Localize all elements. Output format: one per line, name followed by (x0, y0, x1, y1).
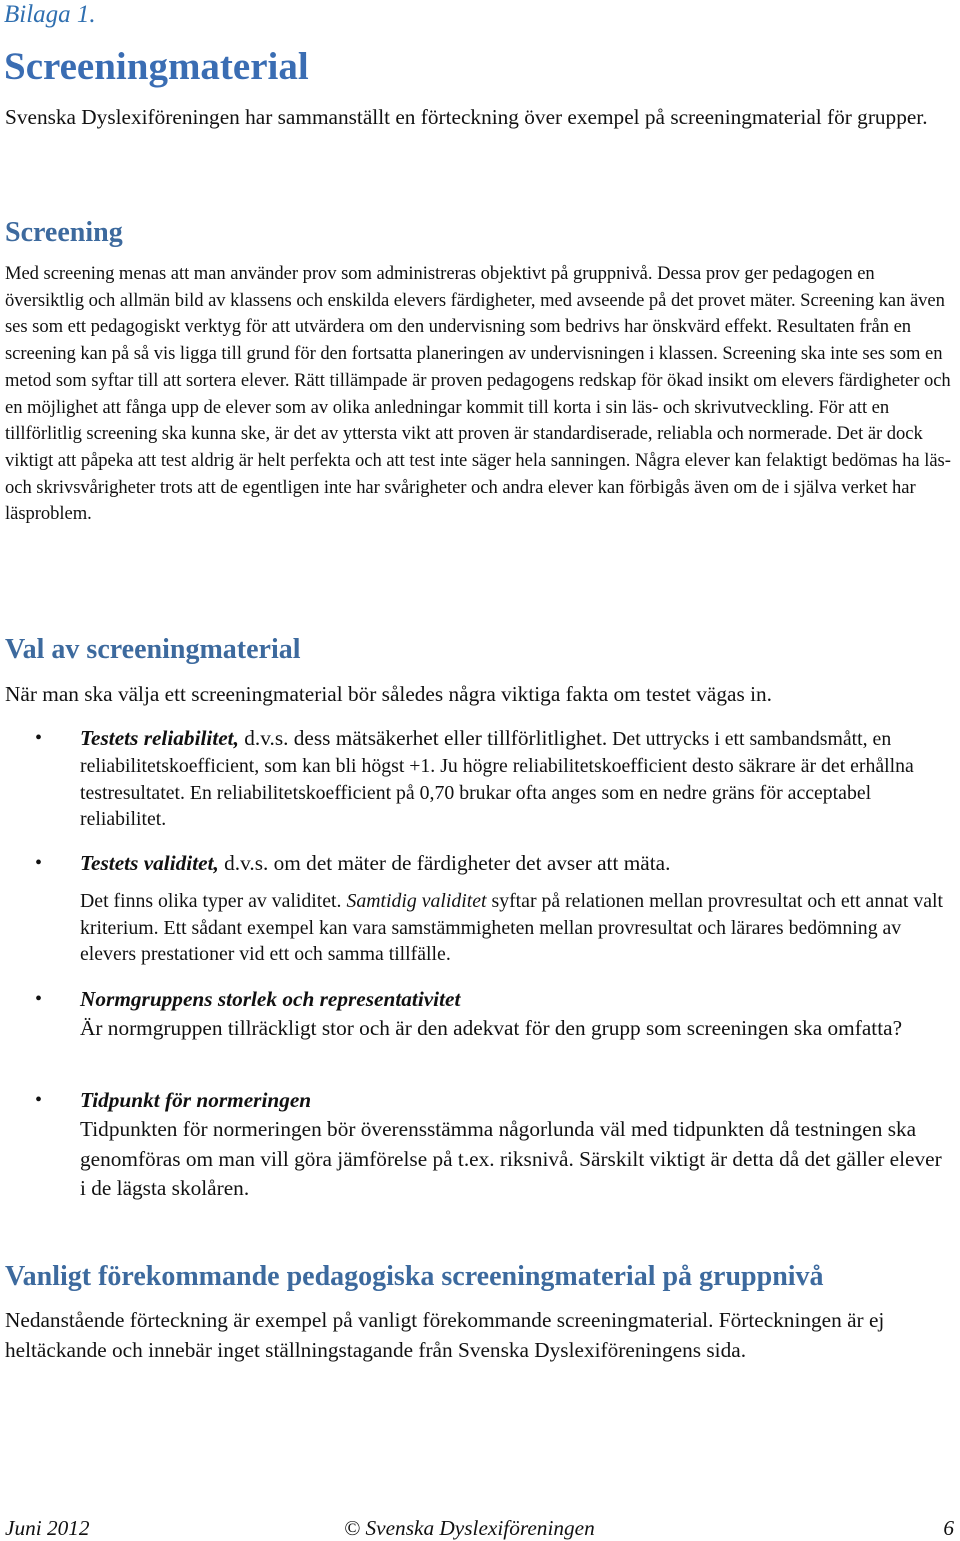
body-text: Det finns olika typer av validitet. (80, 890, 347, 912)
appendix-label: Bilaga 1. (4, 1, 96, 28)
list-item-heading: Testets reliabilitet, (80, 726, 239, 750)
list-item-body: Är normgruppen tillräckligt stor och är den adekvat för den grupp som screeningen ska omfatta? (80, 1016, 903, 1040)
footer-copyright: © Svenska Dyslexiföreningen (344, 1516, 595, 1540)
list-item-body: Tidpunkten för normeringen bör överensstämma någorlunda väl med tidpunkten då testningen ska genomföras om man vill göra jämförelse på t.ex. riksnivå. Särskilt viktigt är detta då det gäller elever i de lägsta skolåren. (80, 1117, 942, 1200)
val-intro-paragraph: När man ska välja ett screeningmaterial bör således några viktiga fakta om testet vägas in. (5, 682, 772, 706)
page-footer (0, 1515, 960, 1541)
list-item-body (80, 888, 950, 968)
list-item-body: Det uttrycks i ett sambandsmått, en reliabilitetskoefficient, som kan bli högst +1. Ju högre reliabilitetskoefficient desto säkrare är det erhållna testresultatet. En reliabilitetskoefficient på 0,70 brukar ofta anges som en nedre gräns för acceptabel reliabilitet. (80, 728, 914, 830)
footer-date: Juni 2012 (5, 1516, 90, 1540)
list-item-reliabilitet (80, 724, 950, 833)
list-item-tidpunkt (80, 1086, 950, 1204)
section-heading-screening: Screening (5, 217, 123, 248)
screening-paragraph: Med screening menas att man använder prov som administreras objektivt på gruppnivå. Dessa prov ger pedagogen en översiktlig och allmän bild av klassens och enskilda elevers färdigheter, med avseende på det provet mäter. Screening kan även ses som ett pedagogiskt verktyg för att utvärdera om den undervisning som bedrivs har önskvärd effekt. Resultaten från en screening kan på så vis ligga till grund för den fortsatta planeringen av undervisningen i klassen. Screening ska inte ses som en metod som syftar till att sortera elever. Rätt tillämpade är proven pedagogens redskap för ökad insikt om elevers färdigheter och en möjlighet att fånga upp de elever som av olika anledningar kommit till korta i sin läs- och skrivutveckling. För att en tillförlitlig screening ska kunna ske, är det av yttersta vikt att proven är standardiserade, reliabla och normerade. Det är dock viktigt att påpeka att test aldrig är helt perfekta och att test inte säger hela sanningen. Några elever kan felaktigt bedömas ha läs- och skrivsvårigheter trots att de egentligen inte har svårigheter och andra elever kan förbigås även om de i själva verket har läsproblem. (5, 263, 951, 525)
list-item-validitet (80, 849, 950, 878)
page-title: Screeningmaterial (4, 45, 309, 88)
list-item-heading-rest: d.v.s. dess mätsäkerhet eller tillförlitlighet. (238, 726, 608, 750)
bullet-icon: • (35, 1089, 43, 1111)
section-heading-vanligt: Vanligt förekommande pedagogiska screeningmaterial på gruppnivå (5, 1261, 824, 1292)
vanligt-paragraph: Nedanstående förteckning är exempel på vanligt förekommande screeningmaterial. Förteckningen är ej heltäckande och innebär inget ställningstagande från Svenska Dyslexiföreningens sida. (5, 1308, 885, 1362)
list-item-normgrupp (80, 985, 950, 1044)
section-heading-val: Val av screeningmaterial (5, 634, 301, 665)
page-number: 6 (943, 1516, 954, 1540)
intro-paragraph: Svenska Dyslexiföreningen har sammanställt en förteckning över exempel på screeningmaterial för grupper. (5, 105, 928, 129)
bullet-icon: • (35, 852, 43, 874)
list-item-heading: Testets validitet, (80, 851, 219, 875)
body-text: syftar på relationen mellan provresultat och ett annat valt kriterium. Ett sådant exempel kan vara samstämmigheten mellan provresultat och lärares bedömning av elevers prestationer vid ett och samma tillfälle. (80, 890, 943, 966)
list-item-heading-rest: d.v.s. om det mäter de färdigheter det avser att mäta. (218, 851, 671, 875)
bullet-icon: • (35, 988, 43, 1010)
bullet-icon: • (35, 727, 43, 749)
body-emphasis: Samtidig validitet (346, 890, 487, 912)
list-item-heading: Normgruppens storlek och representativitet (80, 987, 461, 1011)
list-item-heading: Tidpunkt för normeringen (80, 1088, 312, 1112)
